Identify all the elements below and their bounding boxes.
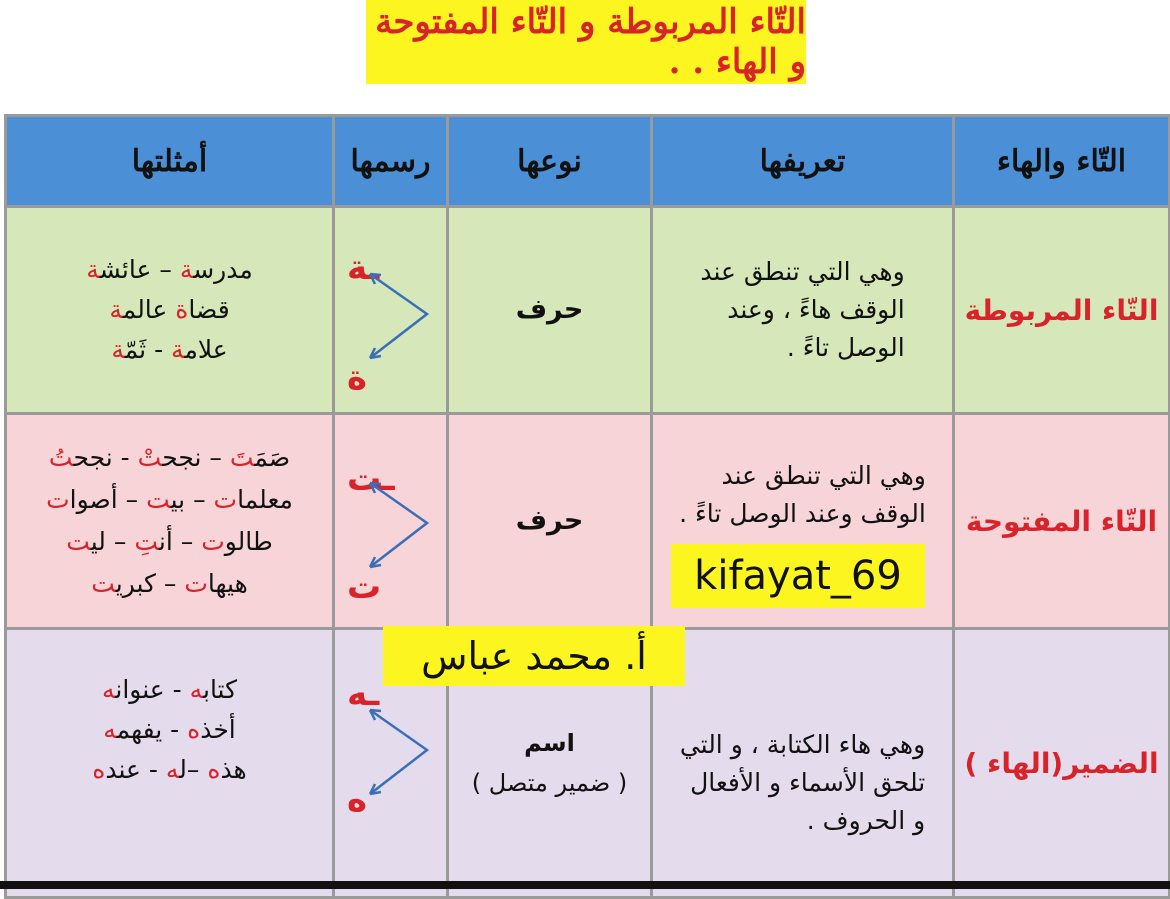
shape-connected: ـة: [347, 248, 380, 288]
shape-cell: [334, 207, 448, 414]
header-examples: أمثلتها: [6, 116, 334, 207]
letter-name: التّاء المربوطة: [964, 293, 1159, 327]
example-line: هيهات – كبريت: [91, 569, 248, 598]
type-text: اسم ( ضمير متصل ): [471, 729, 628, 797]
examples-list: [7, 670, 332, 790]
letter-cell: [954, 629, 1170, 898]
definition-line: تلحق الأسماء و الأفعال: [690, 768, 926, 797]
header-letter: التّاء والهاء: [954, 116, 1170, 207]
definition-text: [680, 726, 925, 840]
type-cell: [448, 207, 652, 414]
definition-line: و الحروف .: [806, 806, 926, 835]
shape-standalone: ة: [347, 358, 368, 398]
example-line: هذه –له - عنده: [92, 755, 247, 784]
example-line: أخذه - يفهمه: [103, 715, 236, 744]
examples-cell: [6, 207, 334, 414]
table-row: [6, 207, 1170, 414]
example-line: طالوت – أنتِ – ليت: [66, 527, 273, 556]
definition-line: وهي التي تنطق عند: [700, 257, 905, 286]
example-line: قضاة عالمة: [109, 295, 230, 324]
table-row: [6, 414, 1170, 629]
letter-cell: [954, 414, 1170, 629]
type-text: حرف: [515, 505, 584, 536]
definition-line: الوقف وعند الوصل تاءً .: [679, 499, 926, 528]
header-row: [6, 116, 1170, 207]
example-line: علامة - ثَمّة: [111, 335, 228, 364]
fork-arrows-icon: [365, 270, 435, 370]
bottom-edge-bar: [0, 881, 1170, 889]
letters-table: [4, 114, 1170, 899]
shape-standalone: ت: [347, 567, 382, 607]
header-shape: رسمها: [334, 116, 448, 207]
letter-name: الضمير(الهاء ): [964, 746, 1159, 780]
definition-line: الوصل تاءً .: [786, 333, 905, 362]
handle-watermark: kifayat_69: [671, 544, 925, 608]
fork-arrows-icon: [365, 479, 435, 579]
header-type: نوعها: [448, 116, 652, 207]
letter-cell: [954, 207, 1170, 414]
type-text: حرف: [515, 294, 584, 325]
definition-line: وهي هاء الكتابة ، و التي: [679, 730, 926, 759]
definition-cell: [652, 207, 954, 414]
definition-line: الوقف هاءً ، وعند: [727, 295, 905, 324]
example-line: كتابه - عنوانه: [101, 675, 238, 704]
type-cell: [448, 414, 652, 629]
examples-list: [7, 437, 332, 605]
author-watermark: أ. محمد عباس: [383, 626, 685, 686]
example-line: معلمات – بيت – أصوات: [46, 485, 293, 514]
definition-cell: [652, 629, 954, 898]
fork-arrows-icon: [365, 706, 435, 806]
example-line: صَمَتَ – نجحتْ - نجحتُ: [48, 443, 291, 472]
definition-text: [679, 457, 926, 533]
examples-cell: [6, 629, 334, 898]
page-title: التّاء المربوطة و التّاء المفتوحة و الهاء . .: [366, 0, 806, 84]
shape-connected: ـت: [347, 459, 395, 499]
shape-standalone: ه: [347, 780, 368, 820]
definition-line: وهي التي تنطق عند: [721, 461, 926, 490]
shape-cell: [334, 414, 448, 629]
definition-text: [700, 253, 904, 367]
examples-cell: [6, 414, 334, 629]
example-line: مدرسة – عائشة: [86, 255, 253, 284]
letter-name: التّاء المفتوحة: [965, 504, 1158, 538]
examples-list: [7, 250, 332, 370]
shape-connected: ـه: [347, 674, 380, 714]
header-definition: تعريفها: [652, 116, 954, 207]
